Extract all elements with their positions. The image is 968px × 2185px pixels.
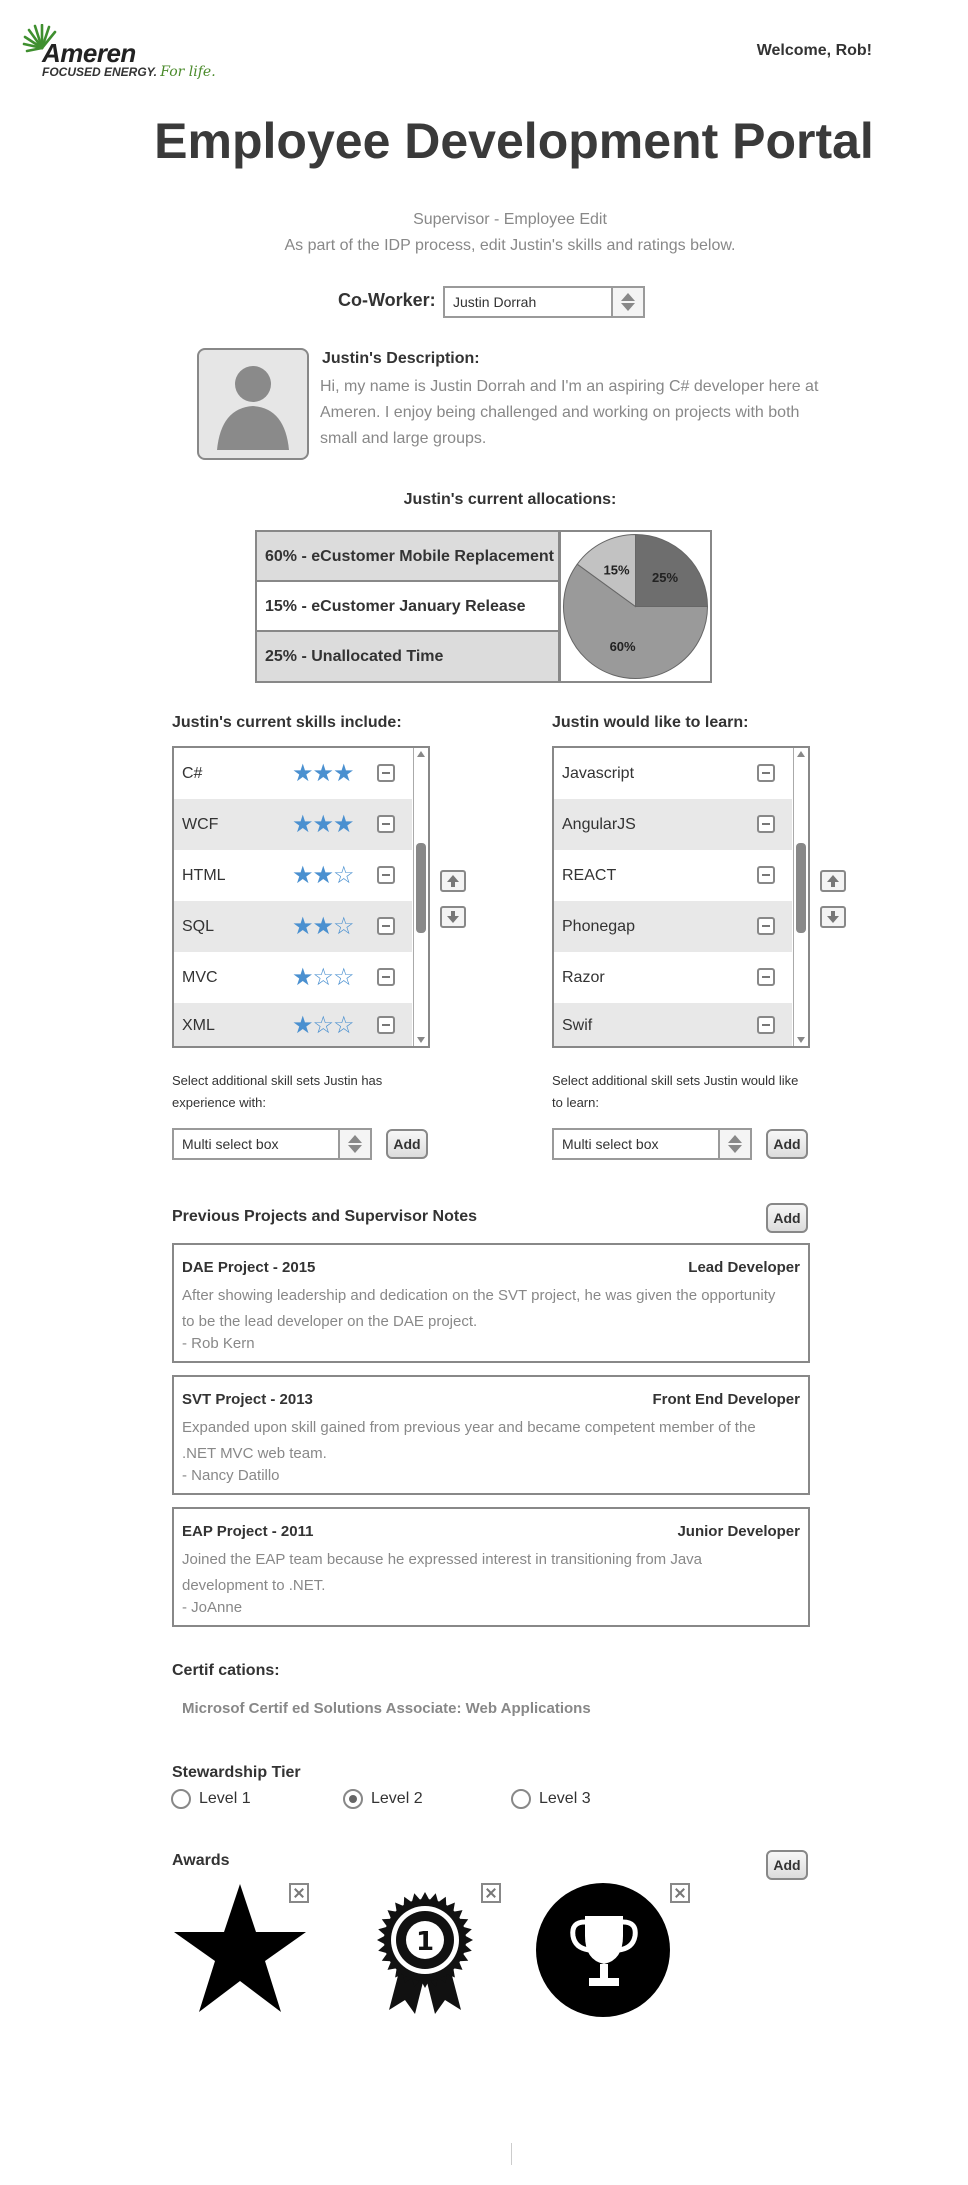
spinner-up-icon bbox=[728, 1135, 742, 1143]
star-rating[interactable]: ★★★ bbox=[292, 811, 354, 838]
project-author: - JoAnne bbox=[182, 1599, 243, 1616]
page-subtitle: Supervisor - Employee Edit bbox=[413, 211, 607, 228]
allocation-row: 60% - eCustomer Mobile Replacement bbox=[257, 532, 558, 582]
project-note bbox=[172, 1243, 810, 1363]
scroll-thumb[interactable] bbox=[416, 843, 426, 933]
radio-level-2[interactable] bbox=[343, 1789, 363, 1809]
description-title: Justin's Description: bbox=[322, 350, 480, 367]
scroll-thumb[interactable] bbox=[796, 843, 806, 933]
coworker-select[interactable] bbox=[443, 286, 645, 318]
project-role: Front End Developer bbox=[652, 1391, 800, 1408]
skill-row[interactable] bbox=[174, 1003, 412, 1046]
allocation-row: 25% - Unallocated Time bbox=[257, 632, 558, 681]
coworker-spinner[interactable] bbox=[611, 288, 643, 316]
person-icon bbox=[199, 350, 307, 458]
remove-icon[interactable] bbox=[757, 1016, 775, 1034]
move-down-button[interactable] bbox=[440, 906, 466, 928]
learn-multiselect[interactable] bbox=[552, 1128, 752, 1160]
move-down-button[interactable] bbox=[820, 906, 846, 928]
project-role: Lead Developer bbox=[688, 1259, 800, 1276]
project-role: Junior Developer bbox=[677, 1523, 800, 1540]
scroll-down-icon[interactable] bbox=[417, 1037, 425, 1043]
trophy-award-icon bbox=[535, 1880, 675, 2020]
ribbon-award-icon bbox=[355, 1880, 495, 2020]
learn-list[interactable] bbox=[552, 746, 810, 1048]
remove-icon[interactable] bbox=[377, 968, 395, 986]
allocations-title: Justin's current allocations: bbox=[403, 491, 617, 508]
add-award-button[interactable]: Add bbox=[766, 1850, 808, 1880]
star-rating[interactable]: ★☆☆ bbox=[292, 1012, 354, 1039]
remove-icon[interactable] bbox=[377, 866, 395, 884]
allocation-pie-chart bbox=[559, 530, 712, 683]
radio-label-level-2[interactable]: Level 2 bbox=[371, 1790, 423, 1807]
description-text: Hi, my name is Justin Dorrah and I'm an aspiring C# developer here at Ameren. I enjoy being challenged and working on projects with both small and large groups. bbox=[320, 378, 819, 447]
scroll-up-icon[interactable] bbox=[797, 751, 805, 757]
coworker-label: Co-Worker: bbox=[338, 290, 436, 310]
logo-tagline bbox=[42, 64, 216, 80]
star-rating[interactable]: ★★☆ bbox=[292, 913, 354, 940]
learn-row[interactable] bbox=[554, 901, 792, 952]
award-number: 1 bbox=[415, 1927, 435, 1957]
spinner-down-icon bbox=[348, 1145, 362, 1153]
add-skill-button[interactable]: Add bbox=[386, 1129, 428, 1159]
project-author: - Rob Kern bbox=[182, 1335, 255, 1352]
skills-title: Justin's current skills include: bbox=[172, 714, 402, 731]
learn-skill-name: Phonegap bbox=[562, 918, 635, 935]
skill-name: MVC bbox=[182, 969, 218, 986]
learn-multiselect-value: Multi select box bbox=[562, 1136, 659, 1152]
skill-row[interactable] bbox=[174, 901, 412, 952]
pie-slice-label: 60% bbox=[609, 639, 636, 655]
skills-select-label: Select additional skill sets Justin has experience with: bbox=[172, 1073, 383, 1110]
welcome-message: Welcome, Rob! bbox=[756, 42, 872, 59]
arrow-up-icon bbox=[827, 875, 839, 882]
arrow-down-icon bbox=[447, 916, 459, 923]
logo-tagline-text: FOCUSED ENERGY. bbox=[42, 65, 157, 79]
pie-slice-label: 25% bbox=[652, 569, 679, 585]
skills-multiselect-value: Multi select box bbox=[182, 1136, 279, 1152]
awards-title: Awards bbox=[172, 1852, 230, 1869]
learn-row[interactable] bbox=[554, 850, 792, 901]
scroll-up-icon[interactable] bbox=[417, 751, 425, 757]
learn-skill-name: Swif bbox=[562, 1017, 593, 1034]
page-instructions: As part of the IDP process, edit Justin's skills and ratings below. bbox=[284, 237, 736, 254]
skills-spinner[interactable] bbox=[338, 1130, 370, 1158]
award-ribbon bbox=[355, 1880, 495, 2020]
pie-slice-label: 15% bbox=[603, 562, 630, 578]
learn-select-label: Select additional skill sets Justin would like to learn: bbox=[552, 1073, 799, 1110]
skill-name: SQL bbox=[182, 918, 215, 935]
remove-icon[interactable] bbox=[757, 815, 775, 833]
spinner-up-icon bbox=[621, 293, 635, 301]
arrow-up-icon bbox=[447, 875, 459, 882]
add-learn-skill-button[interactable]: Add bbox=[766, 1129, 808, 1159]
skill-name: C# bbox=[182, 765, 203, 782]
skills-list[interactable] bbox=[172, 746, 430, 1048]
skill-row[interactable] bbox=[174, 850, 412, 901]
coworker-select-value: Justin Dorrah bbox=[453, 294, 537, 310]
project-notes: Joined the EAP team because he expressed interest in transitioning from Java development to .NET. bbox=[182, 1551, 703, 1594]
skill-row[interactable] bbox=[174, 952, 412, 1003]
learn-scrollbar[interactable] bbox=[793, 748, 808, 1046]
divider bbox=[511, 2143, 512, 2165]
radio-level-1[interactable] bbox=[171, 1789, 191, 1809]
pie-svg bbox=[561, 532, 710, 681]
learn-row[interactable] bbox=[554, 799, 792, 850]
remove-icon[interactable] bbox=[377, 815, 395, 833]
avatar[interactable] bbox=[197, 348, 309, 460]
star-rating[interactable]: ★☆☆ bbox=[292, 964, 354, 991]
learn-skill-name: AngularJS bbox=[562, 816, 636, 833]
learn-title: Justin would like to learn: bbox=[552, 714, 749, 731]
skill-row[interactable] bbox=[174, 748, 412, 799]
remove-icon[interactable] bbox=[757, 866, 775, 884]
spinner-down-icon bbox=[621, 303, 635, 311]
remove-icon[interactable] bbox=[377, 1016, 395, 1034]
ameren-logo[interactable] bbox=[20, 22, 216, 82]
project-title: DAE Project - 2015 bbox=[182, 1259, 316, 1276]
allocation-row: 15% - eCustomer January Release bbox=[257, 582, 558, 632]
stewardship-title: Stewardship Tier bbox=[172, 1764, 301, 1781]
remove-award-icon[interactable] bbox=[481, 1883, 501, 1903]
learn-row[interactable] bbox=[554, 1003, 792, 1046]
scroll-down-icon[interactable] bbox=[797, 1037, 805, 1043]
remove-icon[interactable] bbox=[757, 764, 775, 782]
project-notes: After showing leadership and dedication on the SVT project, he was given the opportunity to be the lead developer on the DAE project. bbox=[182, 1287, 776, 1330]
certification-item: Microsof Certif ed Solutions Associate: Web Applications bbox=[182, 1700, 591, 1717]
learn-skill-name: Razor bbox=[562, 969, 605, 986]
project-note bbox=[172, 1375, 810, 1495]
radio-label-level-3[interactable]: Level 3 bbox=[539, 1790, 591, 1807]
project-note bbox=[172, 1507, 810, 1627]
remove-icon[interactable] bbox=[377, 764, 395, 782]
award-trophy bbox=[535, 1880, 675, 2020]
skills-multiselect[interactable] bbox=[172, 1128, 372, 1160]
star-rating[interactable]: ★★☆ bbox=[292, 862, 354, 889]
learn-skill-name: Javascript bbox=[562, 765, 635, 782]
learn-spinner[interactable] bbox=[718, 1130, 750, 1158]
skills-scrollbar[interactable] bbox=[413, 748, 428, 1046]
remove-award-icon[interactable] bbox=[289, 1883, 309, 1903]
move-up-button[interactable] bbox=[820, 870, 846, 892]
logo-name: Ameren bbox=[42, 38, 136, 68]
star-rating[interactable]: ★★★ bbox=[292, 760, 354, 787]
add-project-button[interactable]: Add bbox=[766, 1203, 808, 1233]
learn-row[interactable] bbox=[554, 748, 792, 799]
page-title: Employee Development Portal bbox=[154, 113, 874, 169]
skill-name: HTML bbox=[182, 867, 226, 884]
project-title: EAP Project - 2011 bbox=[182, 1523, 314, 1540]
move-up-button[interactable] bbox=[440, 870, 466, 892]
remove-icon[interactable] bbox=[377, 917, 395, 935]
spinner-down-icon bbox=[728, 1145, 742, 1153]
skill-name: WCF bbox=[182, 816, 219, 833]
skill-name: XML bbox=[182, 1017, 215, 1034]
spinner-up-icon bbox=[348, 1135, 362, 1143]
remove-icon[interactable] bbox=[757, 917, 775, 935]
certifications-title: Certif cations: bbox=[172, 1662, 280, 1679]
logo-tagline-accent: For life. bbox=[160, 64, 216, 80]
project-author: - Nancy Datillo bbox=[182, 1467, 280, 1484]
remove-icon[interactable] bbox=[757, 968, 775, 986]
arrow-down-icon bbox=[827, 916, 839, 923]
skill-row[interactable] bbox=[174, 799, 412, 850]
radio-level-3[interactable] bbox=[511, 1789, 531, 1809]
learn-row[interactable] bbox=[554, 952, 792, 1003]
project-notes: Expanded upon skill gained from previous year and became competent member of the .NET MVC web team. bbox=[182, 1419, 756, 1462]
project-title: SVT Project - 2013 bbox=[182, 1391, 313, 1408]
allocations-table bbox=[255, 530, 560, 683]
learn-skill-name: REACT bbox=[562, 867, 617, 884]
radio-label-level-1[interactable]: Level 1 bbox=[199, 1790, 251, 1807]
remove-award-icon[interactable] bbox=[670, 1883, 690, 1903]
projects-title: Previous Projects and Supervisor Notes bbox=[172, 1208, 477, 1225]
